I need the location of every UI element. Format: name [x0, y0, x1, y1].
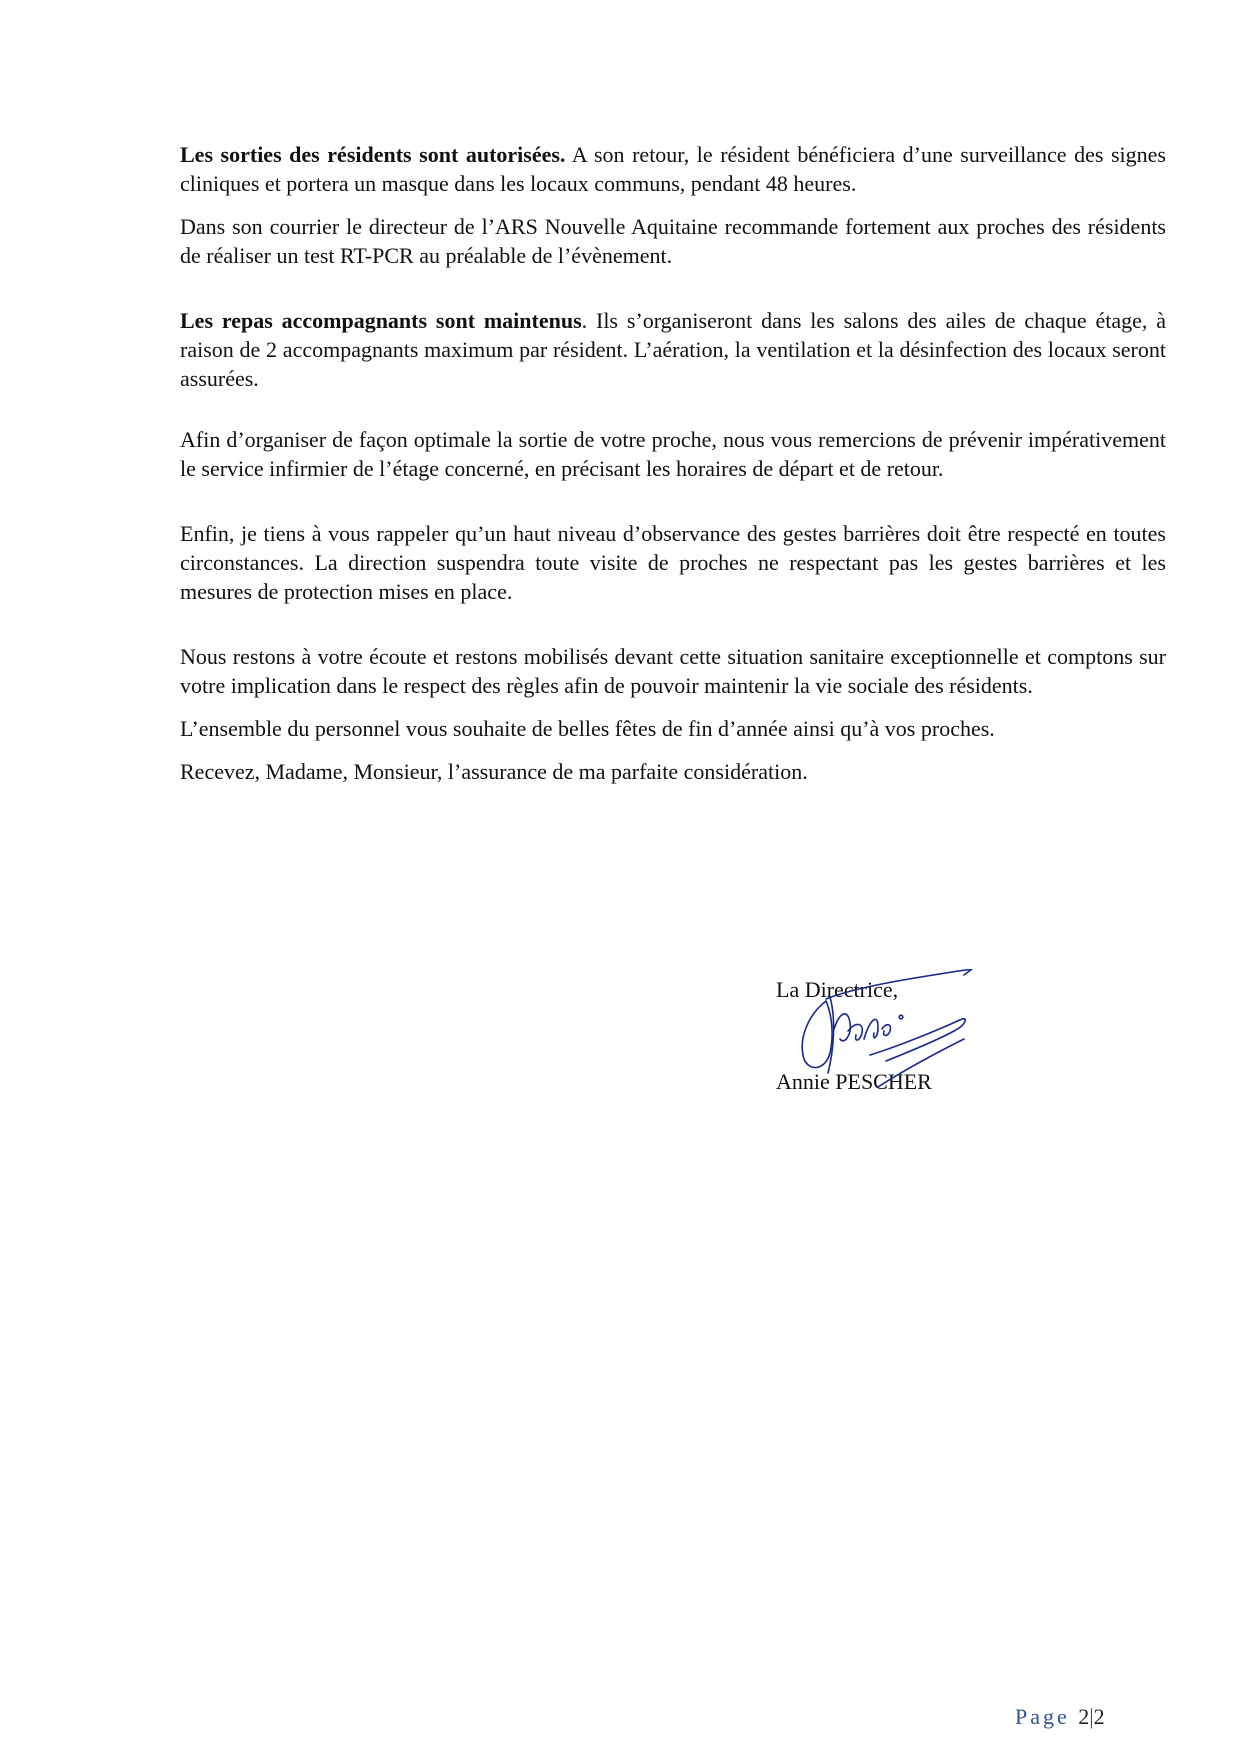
page-separator: |	[1089, 1704, 1094, 1729]
paragraph-organisation	[180, 425, 1166, 483]
paragraph-commitment	[180, 642, 1166, 700]
signature-block	[776, 975, 1016, 1095]
paragraph-lead: Les repas accompagnants sont maintenus	[180, 308, 582, 333]
paragraph-barrier-gestures	[180, 519, 1166, 606]
paragraph-closing	[180, 757, 1166, 786]
paragraph-lead: Les sorties des résidents sont autorisées.	[180, 142, 566, 167]
paragraph-text: Recevez, Madame, Monsieur, l’assurance de ma parfaite considération.	[180, 759, 808, 784]
paragraph-text: Enfin, je tiens à vous rappeler qu’un haut niveau d’observance des gestes barrières doit être respecté en toutes circonstances. La direction suspendra toute visite de proches ne respectant pas les gestes barrières et les mesures de protection mises en place.	[180, 521, 1166, 604]
signatory-name: Annie PESCHER	[776, 1069, 932, 1094]
paragraph-text: A son retour, le résident bénéficiera d’une surveillance des signes cliniques et portera un masque dans les locaux communs, pendant 48 heures.	[180, 142, 1166, 196]
signatory-title: La Directrice,	[776, 977, 899, 1002]
paragraph-meals	[180, 306, 1166, 393]
total-pages: 2	[1093, 1704, 1105, 1729]
paragraph-text: Afin d’organiser de façon optimale la sortie de votre proche, nous vous remercions de prévenir impérativement le service infirmier de l’étage concerné, en précisant les horaires de départ et de retour.	[180, 427, 1166, 481]
paragraph-text: Nous restons à votre écoute et restons mobilisés devant cette situation sanitaire exceptionnelle et comptons sur votre implication dans le respect des règles afin de pouvoir maintenir la vie sociale des résidents.	[180, 644, 1166, 698]
page-number-footer	[1015, 1704, 1105, 1730]
paragraph-text: Dans son courrier le directeur de l’ARS Nouvelle Aquitaine recommande fortement aux proches des résidents de réaliser un test RT-PCR au préalable de l’évènement.	[180, 214, 1166, 268]
handwritten-signature	[786, 969, 996, 1099]
page-word: Page	[1015, 1704, 1070, 1729]
letter-body	[180, 140, 1166, 786]
paragraph-season-greetings	[180, 714, 1166, 743]
paragraph-text: . Ils s’organiseront dans les salons des ailes de chaque étage, à raison de 2 accompagnants maximum par résident. L’aération, la ventilation et la désinfection des locaux seront assurées.	[180, 308, 1166, 391]
paragraph-text: L’ensemble du personnel vous souhaite de belles fêtes de fin d’année ainsi qu’à vos proches.	[180, 716, 995, 741]
current-page: 2	[1078, 1704, 1090, 1729]
paragraph-resident-outings	[180, 140, 1166, 198]
paragraph-ars-recommendation	[180, 212, 1166, 270]
